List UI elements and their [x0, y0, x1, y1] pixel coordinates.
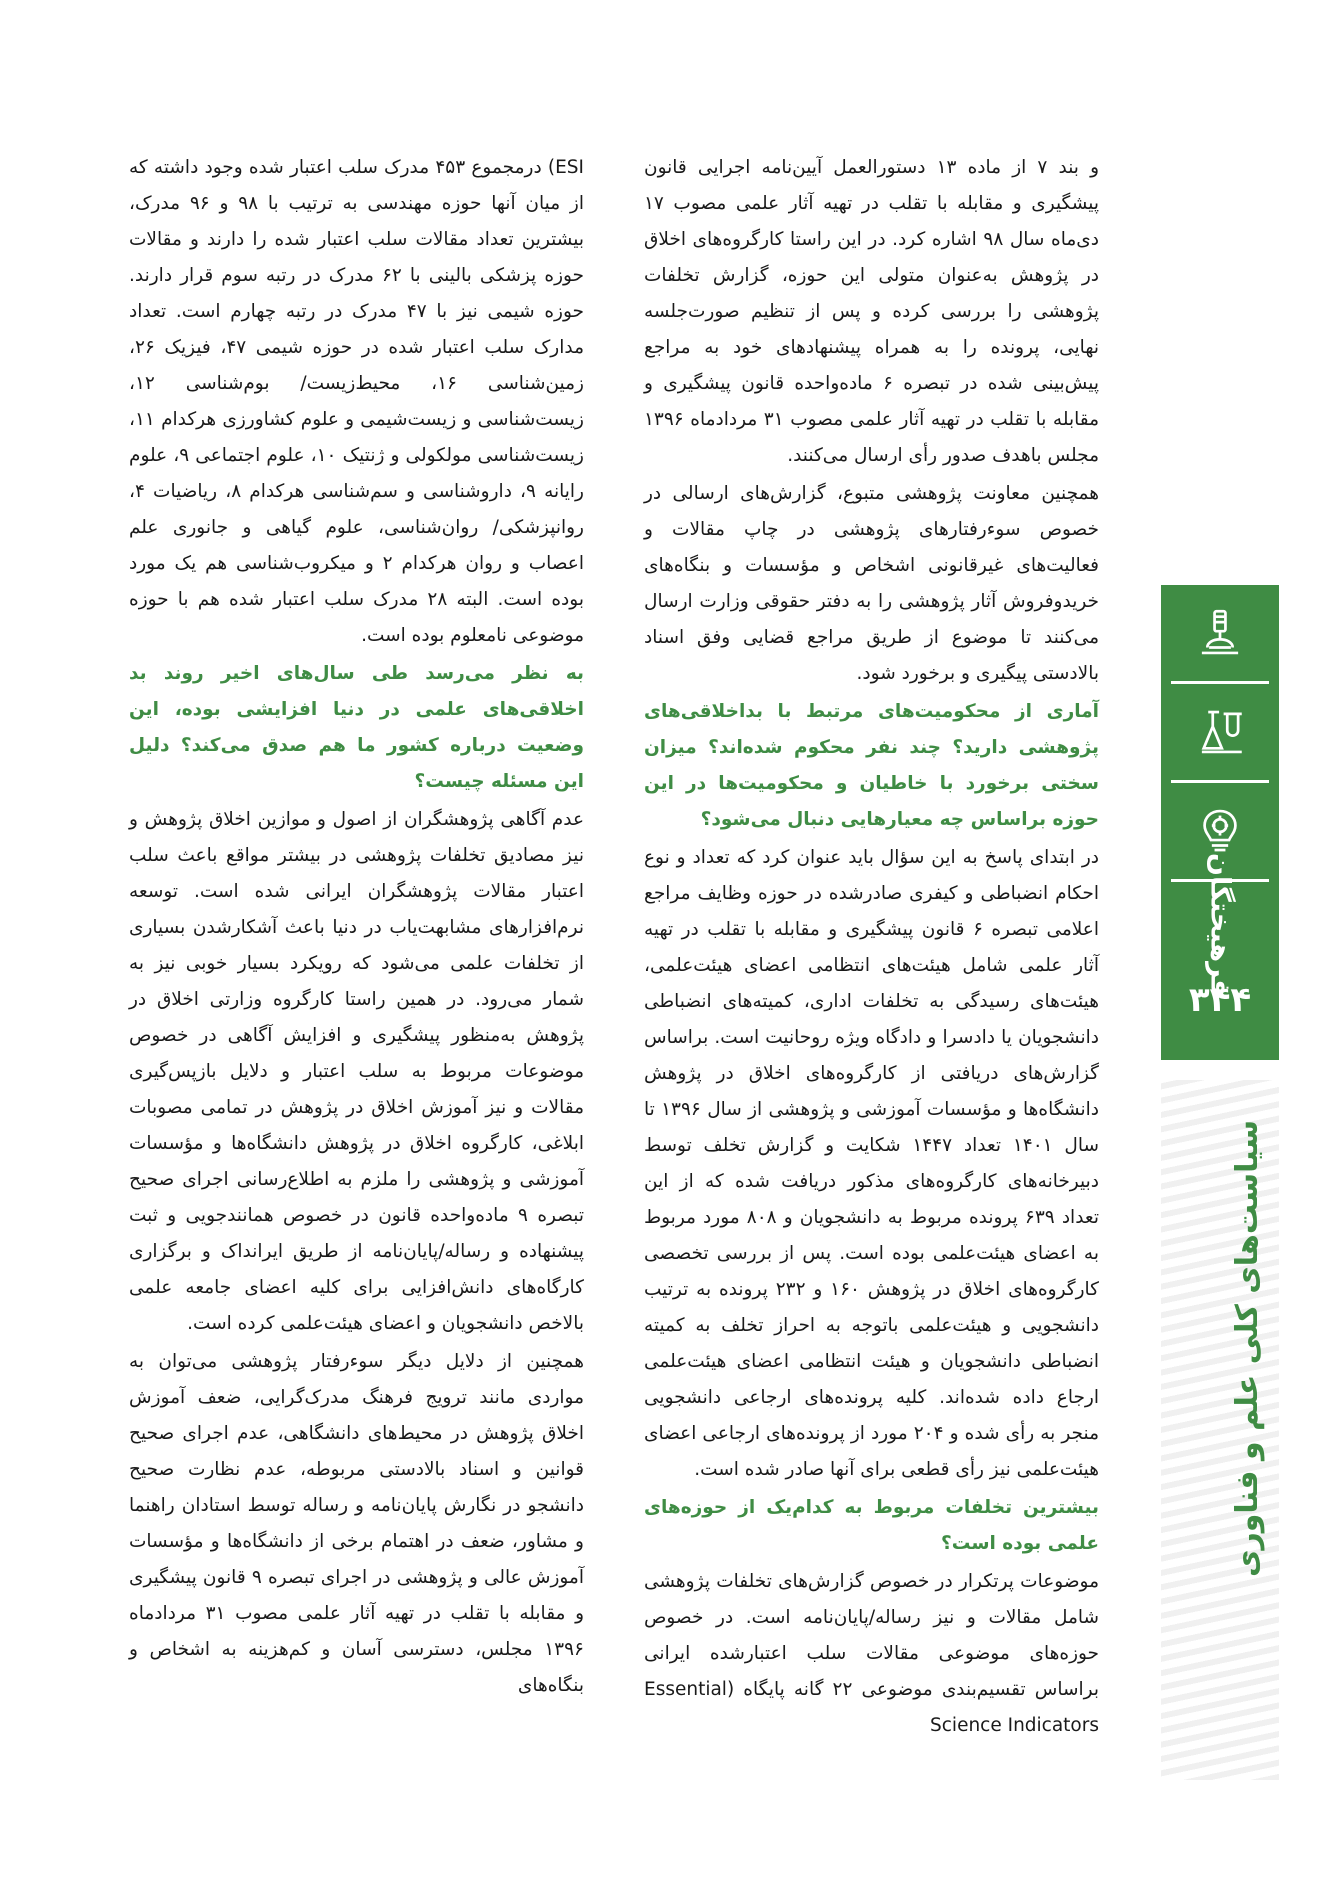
section-title-strip	[1161, 1080, 1279, 1780]
paragraph: موضوعات پرتکرار در خصوص گزارش‌های تخلفات پژوهشی شامل مقالات و نیز رساله/پایان‌نامه است. در خصوص حوزه‌های موضوعی مقالات سلب اعتبارشده ایرانی براساس تقسیم‌بندی موضوعی ۲۲ گانه پایگاه (Essential Science Indicators	[644, 1571, 1099, 1736]
paragraph: عدم آگاهی پژوهشگران از اصول و موازین اخلاق پژوهش و نیز مصادیق تخلفات پژوهشی در بیشتر مواقع باعث سلب اعتبار مقالات پژوهشگران ایرانی شده است. توسعه نرم‌افزارهای مشابهت‌یاب در دنیا باعث آشکارشدن بسیاری از تخلفات علمی می‌شود که رویکرد بسیار خوبی نیز به شمار می‌رود. در همین راستا کارگروه وزارتی اخلاق در پژوهش به‌منظور پیشگیری و افزایش آگاهی در خصوص موضوعات مربوط به سلب اعتبار و دلایل بازپس‌گیری مقالات و نیز آموزش اخلاق در پژوهش در تمامی مصوبات ابلاغی، کارگروه اخلاق در پژوهش دانشگاه‌ها و مؤسسات آموزشی و پژوهشی را ملزم به اطلاع‌رسانی اجرای صحیح تبصره ۹ ماده‌واحده قانون در خصوص همانندجویی و ثبت پیشنهاده و رساله/پایان‌نامه از طریق ایرانداک و برگزاری کارگاه‌های دانش‌افزایی برای کلیه اعضای جامعه علمی بالاخص دانشجویان و اعضای هیئت‌علمی کرده است.	[129, 809, 584, 1334]
interview-question: آماری از محکومیت‌های مرتبط با بداخلاقی‌های پژوهشی دارید؟ چند نفر محکوم شده‌اند؟ میزان سختی برخورد با خاطیان و محکومیت‌ها در این حوزه براساس چه معیارهایی دنبال می‌شود؟	[644, 701, 1099, 830]
column-right	[644, 150, 1099, 1746]
section-title: سیاست‌های کلی علم و فناوری	[1230, 1120, 1265, 1578]
microscope-icon[interactable]	[1161, 585, 1279, 681]
side-rail	[1188, 0, 1339, 1890]
paragraph: و بند ۷ از ماده ۱۳ دستورالعمل آیین‌نامه اجرایی قانون پیشگیری و مقابله با تقلب در تهیه آثار علمی مصوب ۱۷ دی‌ماه سال ۹۸ اشاره کرد. در این راستا کارگروه‌های اخلاق در پژوهش به‌عنوان متولی این حوزه، گزارش تخلفات پژوهشی را بررسی کرده و پس از تنظیم صورت‌جلسه نهایی، پرونده را به همراه پیشنهادهای خود به مراجع پیش‌بینی شده در تبصره ۶ ماده‌واحده قانون پیشگیری و مقابله با تقلب در تهیه آثار علمی مصوب ۳۱ مردادماه ۱۳۹۶ مجلس باهدف صدور رأی ارسال می‌کنند.	[644, 157, 1100, 466]
paragraph: همچنین معاونت پژوهشی متبوع، گزارش‌های ارسالی در خصوص سوء‌رفتارهای پژوهشی در چاپ مقالات و فعالیت‌های غیرقانونی اشخاص و مؤسسات و بنگاه‌های خریدوفروش آثار پژوهشی را به دفتر حقوقی وزارت ارسال می‌کنند تا موضوع از طریق مراجع قضایی وفق اسناد بالادستی پیگیری و برخورد شود.	[644, 483, 1099, 684]
column-left	[129, 150, 584, 1706]
paragraph: ESI) درمجموع ۴۵۳ مدرک سلب اعتبار شده وجود داشته که از میان آنها حوزه مهندسی به ترتیب با ۹۸ و ۹۶ مدرک، بیشترین تعداد مقالات سلب اعتبار شده را دارند و مقالات حوزه پزشکی بالینی با ۶۲ مدرک در رتبه سوم قرار دارند. حوزه شیمی نیز با ۴۷ مدرک در رتبه چهارم است. تعداد مدارک سلب اعتبار شده در حوزه شیمی ۴۷، فیزیک ۲۶، زمین‌شناسی ۱۶، محیط‌زیست/ بوم‌شناسی ۱۲، زیست‌شناسی و زیست‌شیمی و علوم کشاورزی هرکدام ۱۱، زیست‌شناسی مولکولی و ژنتیک ۱۰، علوم اجتماعی ۹، علوم رایانه ۹، داروشناسی و سم‌شناسی هرکدام ۸، ریاضیات ۴، روانپزشکی/ روان‌شناسی، علوم گیاهی و جانوری علم اعصاب و روان هرکدام ۲ و میکروب‌شناسی هم یک مورد بوده است. البته ۲۸ مدرک سلب اعتبار شده هم با حوزه موضوعی نامعلوم بوده است.	[129, 157, 585, 646]
flask-lab-icon[interactable]	[1161, 684, 1279, 780]
interview-question: بیشترین تخلفات مربوط به کدام‌یک از حوزه‌های علمی بوده است؟	[644, 1497, 1099, 1554]
icon-nav-block	[1161, 585, 1279, 1060]
paragraph: در ابتدای پاسخ به این سؤال باید عنوان کرد که تعداد و نوع احکام انضباطی و کیفری صادرشده در حوزه وظایف مراجع اعلامی تبصره ۶ قانون پیشگیری و مقابله با تقلب در تهیه آثار علمی شامل هیئت‌های انتظامی اعضای هیئت‌علمی، هیئت‌های رسیدگی به تخلفات اداری، کمیته‌های انضباطی دانشجویان یا دادسرا و دادگاه ویژه روحانیت است. براساس گزارش‌های دریافتی از کارگروه‌های اخلاق در پژوهش دانشگاه‌ها و مؤسسات آموزشی و پژوهشی از سال ۱۳۹۶ تا سال ۱۴۰۱ تعداد ۱۴۴۷ شکایت و گزارش تخلف توسط دبیرخانه‌های کارگروه‌های مذکور دریافت شده که از این تعداد ۶۳۹ پرونده مربوط به دانشجویان و ۸۰۸ مورد مربوط به اعضای هیئت‌علمی بوده است. پس از بررسی تخصصی کارگروه‌های اخلاق در پژوهش ۱۶۰ و ۲۳۲ پرونده به ترتیب دانشجویی و هیئت‌علمی باتوجه به احراز تخلف به کمیته انضباطی دانشجویان و هیئت انتظامی اعضای هیئت‌علمی ارجاع داده شده‌اند. کلیه پرونده‌های ارجاعی دانشجویی منجر به رأی شده و ۲۰۴ مورد از پرونده‌های ارجاعی اعضای هیئت‌علمی نیز رأی قطعی برای آنها صادر شده است.	[644, 847, 1099, 1480]
interview-question: به نظر می‌رسد طی سال‌های اخیر روند بد اخلاقی‌های علمی در دنیا افزایشی بوده، این وضعیت درباره کشور ما هم صدق می‌کند؟ دلیل این مسئله چیست؟	[129, 663, 584, 792]
page-number: ۳۴۴	[1188, 980, 1252, 1020]
paragraph: همچنین از دلایل دیگر سوءرفتار پژوهشی می‌توان به مواردی مانند ترویج فرهنگ مدرک‌گرایی، ضعف آموزش اخلاق پژوهش در محیط‌های دانشگاهی، عدم اجرای صحیح قوانین و اسناد بالادستی مربوطه، عدم نظارت صحیح دانشجو در نگارش پایان‌نامه و رساله توسط استادان راهنما و مشاور، ضعف در اهتمام برخی از دانشگاه‌ها و مؤسسات آموزش عالی و پژوهشی در اجرای تبصره ۹ قانون پیشگیری و مقابله با تقلب در تهیه آثار علمی مصوب ۳۱ مردادماه ۱۳۹۶ مجلس، دسترسی آسان و کم‌هزینه به اشخاص و بنگاه‌های	[129, 1351, 585, 1696]
brand-logo: فرهیختگان	[1204, 853, 1236, 997]
